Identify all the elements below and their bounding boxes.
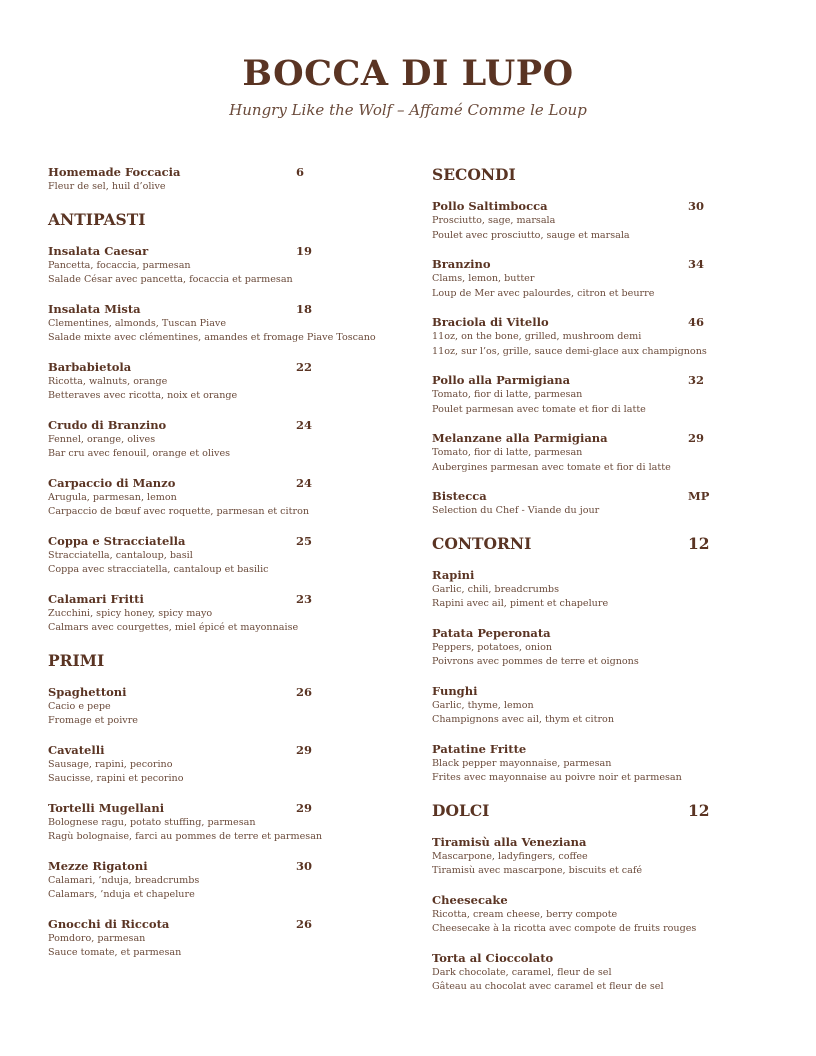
item-price: 46 <box>688 315 705 329</box>
restaurant-tagline: Hungry Like the Wolf – Affamé Comme le Loup <box>229 101 587 119</box>
item-name: Spaghettoni <box>48 684 127 699</box>
item-name: Cheesecake <box>432 892 508 907</box>
item-name: Pollo Saltimbocca <box>432 199 548 213</box>
item-name: Calamari Fritti <box>48 591 144 606</box>
item-description-fr: Saucisse, rapini et pecorino <box>48 773 184 784</box>
item-description-fr: Poivrons avec pommes de terre et oignons <box>432 656 639 667</box>
item-description: Garlic, thyme, lemon <box>432 699 534 711</box>
item-description: Clams, lemon, butter <box>432 273 535 284</box>
item-description-fr: Calmars avec courgettes, miel épicé et mayonnaise <box>48 622 299 633</box>
item-name: Melanzane alla Parmigiana <box>432 431 608 445</box>
item-price: 26 <box>296 916 313 931</box>
item-description: Mascarpone, ladyfingers, coffee <box>432 850 588 862</box>
section-price: 12 <box>688 800 710 820</box>
item-description: Cacio e pepe <box>48 700 111 712</box>
item-description-fr: Carpaccio de bœuf avec roquette, parmesan et citron <box>48 506 310 517</box>
item-name: Insalata Mista <box>48 301 141 316</box>
item-description: Prosciutto, sage, marsala <box>432 215 556 226</box>
item-name: Carpaccio di Manzo <box>48 475 176 490</box>
item-name: Crudo di Branzino <box>48 417 167 432</box>
item-price: 22 <box>296 359 313 374</box>
menu-item <box>48 417 378 462</box>
menu-item <box>432 256 772 301</box>
item-name: Barbabietola <box>48 359 132 374</box>
menu-item <box>48 858 378 903</box>
item-description-fr: Aubergines parmesan avec tomate et fior di latte <box>432 461 671 473</box>
item-description: Fleur de sel, huil d’olive <box>48 181 166 192</box>
menu-item <box>432 430 772 475</box>
item-name: Mezze Rigatoni <box>48 858 148 873</box>
item-description: Selection du Chef - Viande du jour <box>432 505 600 516</box>
item-price: 34 <box>688 257 705 271</box>
menu-item <box>48 301 378 346</box>
section-header-antipasti <box>48 209 378 231</box>
item-description-fr: Cheesecake à la ricotta avec compote de fruits rouges <box>432 923 697 934</box>
menu-item <box>48 475 378 520</box>
menu-header <box>0 52 816 120</box>
menu-item <box>48 800 378 845</box>
item-price: 30 <box>296 858 313 873</box>
item-price: 29 <box>296 742 313 757</box>
item-description-fr: Calamars, ’nduja et chapelure <box>48 889 195 900</box>
menu-item <box>48 164 378 195</box>
item-name: Rapini <box>432 567 475 582</box>
item-name: Funghi <box>432 683 478 698</box>
menu-item <box>432 488 772 519</box>
section-header-contorni <box>432 533 772 555</box>
item-description-fr: Tiramisù avec mascarpone, biscuits et café <box>432 865 643 876</box>
menu-item <box>48 684 378 729</box>
item-description-fr: Poulet parmesan avec tomate et fior di latte <box>432 403 646 415</box>
item-description: Garlic, chili, breadcrumbs <box>432 583 560 595</box>
item-price: MP <box>688 489 710 503</box>
item-name: Cavatelli <box>48 742 105 757</box>
item-price: 25 <box>296 533 313 548</box>
item-description: Peppers, potatoes, onion <box>432 641 553 653</box>
item-description: Dark chocolate, caramel, fleur de sel <box>432 966 612 978</box>
item-description-fr: Frites avec mayonnaise au poivre noir et parmesan <box>432 772 682 783</box>
menu-item <box>432 567 772 612</box>
item-description: Calamari, ’nduja, breadcrumbs <box>48 874 200 886</box>
item-name: Insalata Caesar <box>48 243 149 258</box>
item-name: Branzino <box>432 257 491 271</box>
menu-column-left <box>48 164 378 974</box>
item-description-fr: Ragù bolognaise, farci au pommes de terre et parmesan <box>48 831 323 842</box>
menu-item <box>432 314 772 359</box>
section-title: PRIMI <box>48 650 105 670</box>
item-description-fr: Gâteau au chocolat avec caramel et fleur de sel <box>432 981 664 992</box>
item-name: Tiramisù alla Veneziana <box>432 834 587 849</box>
menu-item <box>432 372 772 417</box>
menu-item <box>48 742 378 787</box>
section-header-secondi <box>432 164 772 186</box>
item-name: Bistecca <box>432 489 487 503</box>
menu-item <box>48 359 378 404</box>
menu-column-right <box>432 164 772 1008</box>
item-name: Torta al Cioccolato <box>432 950 554 965</box>
menu-item <box>432 683 772 728</box>
item-description: Pomdoro, parmesan <box>48 932 146 944</box>
item-description: 11oz, on the bone, grilled, mushroom demi <box>432 331 642 342</box>
item-price: 32 <box>688 373 705 387</box>
item-description-fr: Salade mixte avec clémentines, amandes et fromage Piave Toscano <box>48 332 376 343</box>
item-description: Fennel, orange, olives <box>48 433 156 445</box>
item-name: Gnocchi di Riccota <box>48 916 170 931</box>
item-description: Pancetta, focaccia, parmesan <box>48 259 191 271</box>
restaurant-title: BOCCA DI LUPO <box>242 53 574 94</box>
item-price: 23 <box>296 591 313 606</box>
item-price: 29 <box>688 431 705 445</box>
item-description: Zucchini, spicy honey, spicy mayo <box>48 607 213 619</box>
item-price: 26 <box>296 684 313 699</box>
item-price: 24 <box>296 417 313 432</box>
item-description: Black pepper mayonnaise, parmesan <box>432 757 612 769</box>
item-description: Sausage, rapini, pecorino <box>48 758 173 770</box>
item-description-fr: Sauce tomate, et parmesan <box>48 947 182 958</box>
menu-item <box>432 892 772 937</box>
item-description: Ricotta, cream cheese, berry compote <box>432 908 618 920</box>
menu-item <box>432 834 772 879</box>
section-title: CONTORNI <box>432 533 532 553</box>
menu-item <box>432 625 772 670</box>
item-price: 24 <box>296 475 313 490</box>
section-title: ANTIPASTI <box>48 209 146 229</box>
item-description: Ricotta, walnuts, orange <box>48 375 168 387</box>
item-description: Stracciatella, cantaloup, basil <box>48 549 193 561</box>
item-name: Patatine Fritte <box>432 741 527 756</box>
item-price: 29 <box>296 800 313 815</box>
item-price: 30 <box>688 199 705 213</box>
section-price: 12 <box>688 533 710 553</box>
item-description: Tomato, fior di latte, parmesan <box>432 447 583 458</box>
menu-item <box>48 243 378 288</box>
item-name: Braciola di Vitello <box>432 315 549 329</box>
item-description-fr: Fromage et poivre <box>48 715 138 726</box>
menu-item <box>48 916 378 961</box>
item-description-fr: Salade César avec pancetta, focaccia et parmesan <box>48 274 293 285</box>
menu-item <box>432 741 772 786</box>
item-name: Tortelli Mugellani <box>48 800 165 815</box>
section-header-dolci <box>432 800 772 822</box>
item-description-fr: Rapini avec ail, piment et chapelure <box>432 598 609 609</box>
menu-item <box>48 533 378 578</box>
item-description-fr: Betteraves avec ricotta, noix et orange <box>48 390 238 401</box>
menu-item <box>432 950 772 995</box>
item-name: Pollo alla Parmigiana <box>432 373 571 387</box>
item-description-fr: Poulet avec prosciutto, sauge et marsala <box>432 229 630 241</box>
section-title: DOLCI <box>432 800 490 820</box>
item-description-fr: Loup de Mer avec palourdes, citron et beurre <box>432 287 655 299</box>
item-description: Tomato, fior di latte, parmesan <box>432 389 583 400</box>
section-title: SECONDI <box>432 165 516 184</box>
menu-item <box>432 198 772 243</box>
item-description-fr: Champignons avec ail, thym et citron <box>432 714 615 725</box>
item-name: Homemade Foccacia <box>48 165 181 179</box>
item-description: Bolognese ragu, potato stuffing, parmesan <box>48 816 256 828</box>
item-name: Coppa e Stracciatella <box>48 533 186 548</box>
item-price: 18 <box>296 301 313 316</box>
item-price: 6 <box>296 165 305 179</box>
item-description-fr: Bar cru avec fenouil, orange et olives <box>48 448 231 459</box>
item-name: Patata Peperonata <box>432 625 551 640</box>
menu-item <box>48 591 378 636</box>
section-header-primi <box>48 650 378 672</box>
item-description: Clementines, almonds, Tuscan Piave <box>48 317 227 329</box>
item-price: 19 <box>296 243 313 258</box>
item-description-fr: Coppa avec stracciatella, cantaloup et basilic <box>48 564 269 575</box>
item-description-fr: 11oz, sur l’os, grille, sauce demi-glace aux champignons <box>432 345 707 357</box>
item-description: Arugula, parmesan, lemon <box>48 491 177 503</box>
